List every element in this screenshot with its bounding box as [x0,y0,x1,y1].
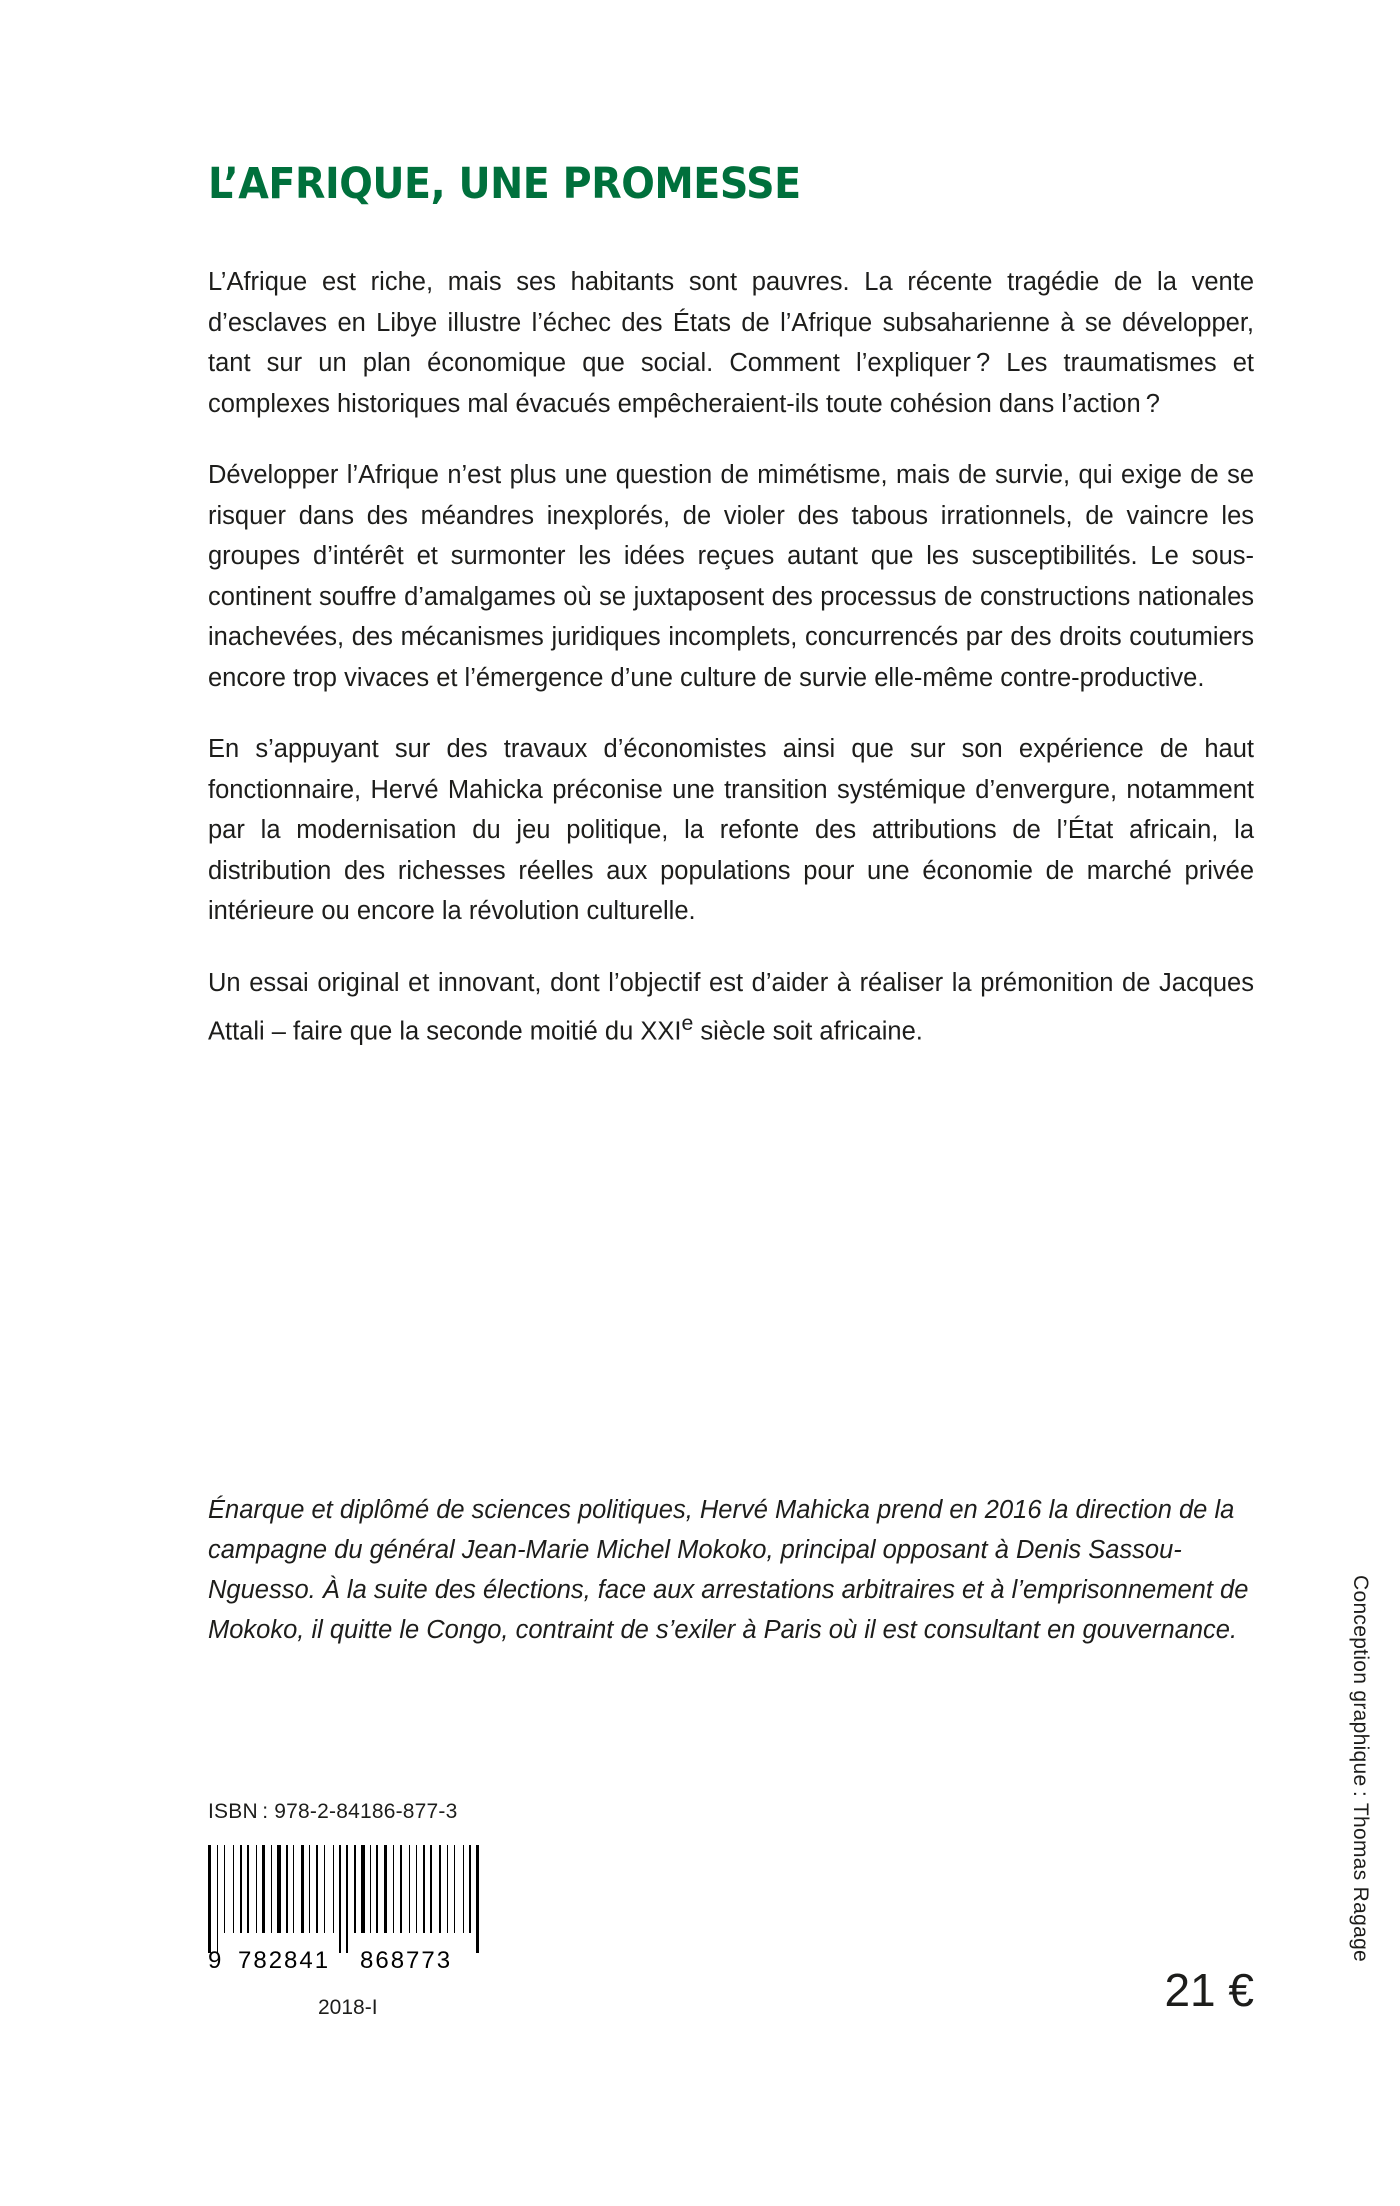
barcode-bar [439,1845,441,1933]
barcode-bar [324,1845,325,1933]
isbn-text: ISBN : 978-2-84186-877-3 [208,1800,458,1823]
barcode-bar [463,1845,464,1933]
barcode-bar [286,1845,288,1933]
barcode-bar [301,1845,304,1933]
barcode-bar [296,1845,298,1933]
blurb-paragraph: Un essai original et innovant, dont l’objectif est d’aider à réaliser la prémonition de Jacques Attali – faire que la seconde moitié du XXIe siècle soit africaine. [208,968,1254,1046]
blurb-paragraph: Développer l’Afrique n’est plus une question de mimétisme, mais de survie, qui exige de se risquer dans des méandres inexplorés, de violer des tabous irrationnels, de vaincre les groupes d’intérêt et surmonter les idées reçues autant que les susceptibilités. Le sous-continent souffre d’amalgames où se juxtaposent des processus de constructions nationales inachevées, des mécanismes juridiques incomplets, concurrencés par des droits coutumiers encore trop vivaces et l’émergence d’une culture de survie elle-même contre-productive. [208,461,1254,692]
barcode-bar [466,1845,467,1933]
barcode-bar [320,1845,322,1933]
barcode-bar [274,1845,275,1933]
barcode-bar [339,1845,341,1953]
barcode-bar [236,1845,238,1933]
barcode-bar [233,1845,234,1933]
barcode-bar [396,1845,397,1933]
barcode-bar [419,1845,421,1933]
barcode-bar [457,1845,460,1933]
barcode-bar [430,1845,431,1933]
barcode-bars [208,1845,494,1953]
barcode-bar [376,1845,378,1933]
barcode-bar [384,1845,387,1933]
barcode-bar [373,1845,374,1933]
barcode-bar [443,1845,444,1933]
author-bio-text: Énarque et diplômé de sciences politiques, Hervé Mahicka prend en 2016 la direction de la campagne du général Jean-Marie Michel Mokoko, principal opposant à Denis Sassou-Nguesso. À la suite des élections, face aux arrestations arbitraires et à l’emprisonnement de Mokoko, il quitte le Congo, contraint de s’exiler à Paris où il est consultant en gouvernance. [208,1496,1249,1644]
barcode-bar [277,1845,280,1933]
barcode-bar [404,1845,407,1933]
barcode-bar [309,1845,310,1933]
barcode-bar [409,1845,410,1933]
barcode-bar [262,1845,264,1933]
barcode-bar [400,1845,402,1933]
barcode-bar [416,1845,417,1933]
barcode-bar [244,1845,245,1933]
barcode-right-digits: 868773 [360,1947,453,1974]
barcode [208,1845,508,1973]
barcode-bar [290,1845,291,1933]
barcode-bar [354,1845,356,1933]
barcode-bar [208,1845,211,1953]
barcode-bar [450,1845,452,1933]
barcode-bar [370,1845,371,1933]
barcode-bar [434,1845,437,1933]
barcode-bar [361,1845,364,1933]
barcode-lead-digit: 9 [208,1947,224,1974]
barcode-bar [336,1845,337,1933]
barcode-bar [389,1845,391,1933]
barcode-bar [481,1845,483,1953]
barcode-bar [469,1845,471,1933]
barcode-bar [350,1845,352,1953]
barcode-bar [247,1845,248,1933]
barcode-bar [213,1845,214,1953]
barcode-bar [454,1845,455,1933]
barcode-bar [306,1845,307,1933]
barcode-bar [240,1845,242,1933]
barcode-bar [256,1845,257,1933]
barcode-bar [447,1845,448,1933]
barcode-left-digits: 782841 [238,1947,331,1974]
barcode-bar [316,1845,318,1933]
barcode-bar [367,1845,368,1933]
barcode-bar [412,1845,413,1933]
barcode-bar [267,1845,269,1933]
year-code: 2018-I [318,1996,378,2019]
blurb-paragraph: L’Afrique est riche, mais ses habitants sont pauvres. La récente tragédie de la vente d’esclaves en Libye illustre l’échec des États de l’Afrique subsaharienne à se développer, tant sur un plan économique que social. Comment l’expliquer ? Les traumatismes et complexes historiques mal évacués empêcheraient-ils toute cohésion dans l’action ? [208,268,1254,418]
blurb-text [208,262,1254,1083]
barcode-bar [293,1845,294,1933]
barcode-bar [327,1845,330,1933]
barcode-bar [312,1845,313,1933]
barcode-bar [217,1845,218,1953]
page-title: L’AFRIQUE, UNE PROMESSE [208,158,801,209]
barcode-bar [283,1845,284,1933]
barcode-bar [343,1845,344,1953]
barcode-bar [251,1845,254,1933]
barcode-bar [224,1845,225,1933]
design-credit: Conception graphique : Thomas Ragage [1349,1575,1372,1963]
barcode-bar [220,1845,222,1933]
barcode-bar [427,1845,428,1933]
barcode-bar [380,1845,381,1933]
barcode-bar [393,1845,394,1933]
blurb-paragraph: En s’appuyant sur des travaux d’économistes ainsi que sur son expérience de haut fonctionnaire, Hervé Mahicka préconise une transition systémique d’envergure, notamment par la modernisation du jeu politique, la refonte des attributions de l’État africain, la distribution des richesses réelles aux populations pour une économie de marché privée intérieure ou encore la révolution culturelle. [208,735,1254,925]
barcode-bar [473,1845,474,1953]
barcode-bar [227,1845,230,1933]
barcode-bar [333,1845,334,1933]
barcode-bar [271,1845,272,1933]
barcode-bar [346,1845,347,1953]
barcode-bar [423,1845,425,1933]
barcode-bar [358,1845,359,1933]
barcode-bar [476,1845,478,1953]
author-bio [208,1490,1254,1650]
price-label: 21 € [1164,1964,1254,2016]
barcode-bar [259,1845,260,1933]
